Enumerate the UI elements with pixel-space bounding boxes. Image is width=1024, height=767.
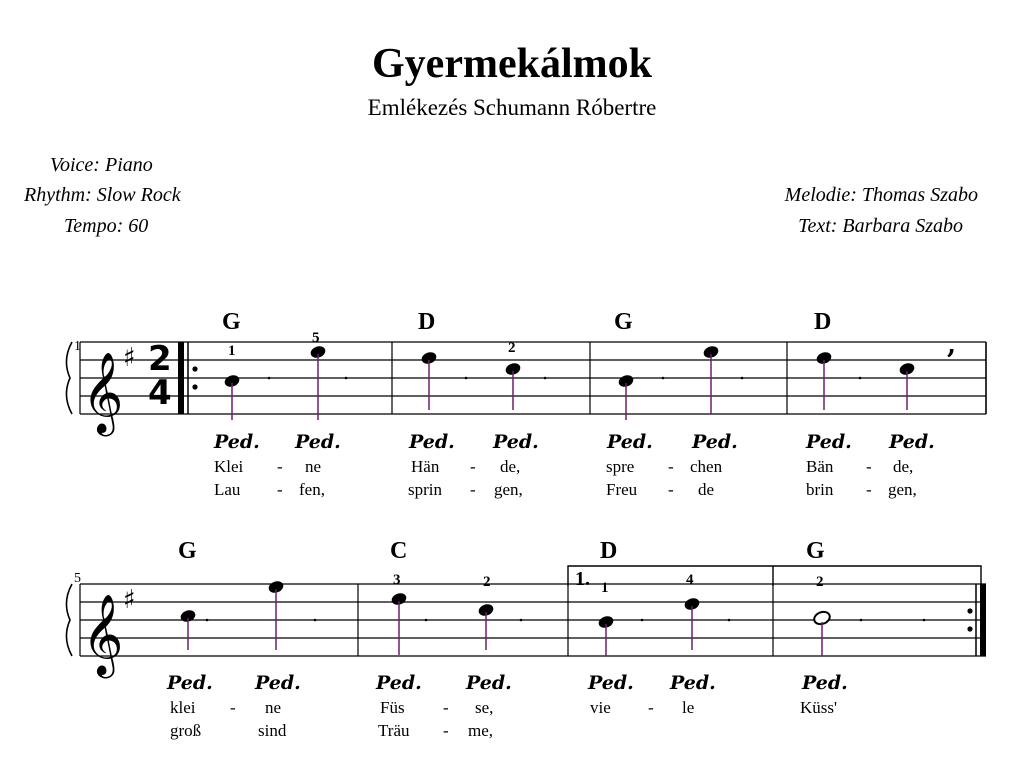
lyric-syllable: sprin xyxy=(408,480,442,499)
lyric-syllable: Küss' xyxy=(800,698,838,717)
lyrics-verse-2 xyxy=(170,721,493,740)
fingering: 5 xyxy=(312,330,320,346)
fingering: 2 xyxy=(508,340,516,356)
note xyxy=(597,614,615,656)
chord-symbol: D xyxy=(418,309,436,335)
pedal-mark: Ped. xyxy=(802,672,848,694)
pedal-mark: Ped. xyxy=(806,431,852,453)
lyric-hyphen: - xyxy=(277,480,283,499)
fingering: 2 xyxy=(816,574,824,590)
pedal-mark: Ped. xyxy=(692,431,738,453)
measure-number: 5 xyxy=(74,571,81,586)
lyric-hyphen: - xyxy=(668,457,674,476)
lyric-syllable: gen, xyxy=(888,480,917,499)
note xyxy=(267,579,285,650)
lyric-syllable: de, xyxy=(500,457,521,476)
lyrics-verse-2 xyxy=(214,480,917,499)
song-subtitle: Emlékezés Schumann Róbertre xyxy=(367,95,657,120)
lyric-hyphen: - xyxy=(668,480,674,499)
lyric-syllable: sind xyxy=(258,721,287,740)
treble-clef-icon: 𝄞 xyxy=(82,351,124,433)
lyric-syllable: gen, xyxy=(494,480,523,499)
fingering: 4 xyxy=(686,572,694,588)
volta-bracket xyxy=(568,566,981,586)
lyric-hyphen: - xyxy=(866,457,872,476)
lyrics-verse-1 xyxy=(214,457,913,476)
note xyxy=(179,608,197,650)
pedal-mark: Ped. xyxy=(409,431,455,453)
rhythm-label: Rhythm: Slow Rock xyxy=(24,184,181,206)
key-signature-sharp: ♯ xyxy=(123,343,136,373)
note xyxy=(815,350,833,410)
pedal-mark: Ped. xyxy=(167,672,213,694)
lyric-syllable: Klei xyxy=(214,457,244,476)
note xyxy=(223,373,241,420)
lyric-syllable: de xyxy=(698,480,715,499)
fingering: 1 xyxy=(601,580,609,596)
pedal-mark: Ped. xyxy=(670,672,716,694)
melodie-credit: Melodie: Thomas Szabo xyxy=(784,184,978,206)
volta-label: 1. xyxy=(575,568,590,590)
lyric-syllable: Füs xyxy=(380,698,405,717)
lyric-syllable: ne xyxy=(305,457,322,476)
chord-symbol: C xyxy=(390,538,408,564)
fingering: 2 xyxy=(483,574,491,590)
lyric-syllable: Bän xyxy=(806,457,834,476)
staff-system-1 xyxy=(66,309,986,499)
note xyxy=(683,596,701,650)
breath-mark: , xyxy=(947,330,957,360)
lyric-syllable: Träu xyxy=(378,721,410,740)
lyrics-verse-1 xyxy=(170,698,837,717)
chord-symbol: G xyxy=(222,309,241,335)
key-signature-sharp: ♯ xyxy=(123,585,136,615)
chord-symbol: G xyxy=(178,538,197,564)
half-note xyxy=(812,610,831,656)
pedal-mark: Ped. xyxy=(493,431,539,453)
notes xyxy=(179,579,831,656)
fingering: 3 xyxy=(393,572,401,588)
fingerings xyxy=(228,330,516,359)
staff-system-2 xyxy=(66,538,986,740)
note xyxy=(309,344,327,420)
lyric-syllable: fen, xyxy=(299,480,325,499)
notes xyxy=(223,344,916,420)
note xyxy=(702,344,720,414)
note xyxy=(617,373,635,420)
note xyxy=(390,591,408,655)
brace xyxy=(66,342,72,414)
pedal-marks xyxy=(166,672,848,694)
pedal-mark: Ped. xyxy=(607,431,653,453)
pedal-mark: Ped. xyxy=(295,431,341,453)
tempo-label: Tempo: 60 xyxy=(64,215,149,237)
lyric-syllable: Hän xyxy=(411,457,440,476)
song-title: Gyermekálmok xyxy=(372,41,652,87)
note xyxy=(898,361,916,410)
pedal-mark: Ped. xyxy=(214,431,260,453)
lyric-syllable: chen xyxy=(690,457,723,476)
fingering: 1 xyxy=(228,343,236,359)
chord-symbol: G xyxy=(614,309,633,335)
note xyxy=(420,350,438,410)
treble-clef-icon: 𝄞 xyxy=(82,593,124,675)
lyric-syllable: Freu xyxy=(606,480,638,499)
staff-lines xyxy=(80,342,986,414)
lyric-syllable: Lau xyxy=(214,480,241,499)
lyric-syllable: groß xyxy=(170,721,202,740)
lyric-syllable: klei xyxy=(170,698,196,717)
lyric-hyphen: - xyxy=(866,480,872,499)
lyric-syllable: spre xyxy=(606,457,635,476)
lyric-hyphen: - xyxy=(443,721,449,740)
pedal-mark: Ped. xyxy=(588,672,634,694)
note xyxy=(504,361,522,410)
lyric-syllable: de, xyxy=(893,457,914,476)
lyric-hyphen: - xyxy=(230,698,236,717)
lyric-hyphen: - xyxy=(470,457,476,476)
pedal-marks xyxy=(213,431,935,453)
time-signature-top: 2 xyxy=(148,339,172,379)
lyric-syllable: me, xyxy=(468,721,494,740)
chord-symbol: D xyxy=(600,538,618,564)
pedal-mark: Ped. xyxy=(889,431,935,453)
brace xyxy=(66,584,72,656)
lyric-syllable: ne xyxy=(265,698,282,717)
chord-symbol: D xyxy=(814,309,832,335)
lyric-hyphen: - xyxy=(648,698,654,717)
lyric-hyphen: - xyxy=(470,480,476,499)
measure-number: 1 xyxy=(74,339,81,354)
pedal-mark: Ped. xyxy=(376,672,422,694)
lyric-hyphen: - xyxy=(277,457,283,476)
time-signature-bottom: 4 xyxy=(148,373,172,413)
pedal-mark: Ped. xyxy=(466,672,512,694)
lyric-hyphen: - xyxy=(443,698,449,717)
pedal-mark: Ped. xyxy=(255,672,301,694)
staff-lines xyxy=(80,584,986,656)
chord-symbols xyxy=(178,538,825,564)
chord-symbol: G xyxy=(806,538,825,564)
lyric-syllable: brin xyxy=(806,480,834,499)
lyric-syllable: le xyxy=(682,698,695,717)
text-credit: Text: Barbara Szabo xyxy=(798,215,963,237)
lyric-syllable: se, xyxy=(475,698,494,717)
voice-label: Voice: Piano xyxy=(50,154,153,176)
lyric-syllable: vie xyxy=(590,698,611,717)
note xyxy=(477,602,495,650)
